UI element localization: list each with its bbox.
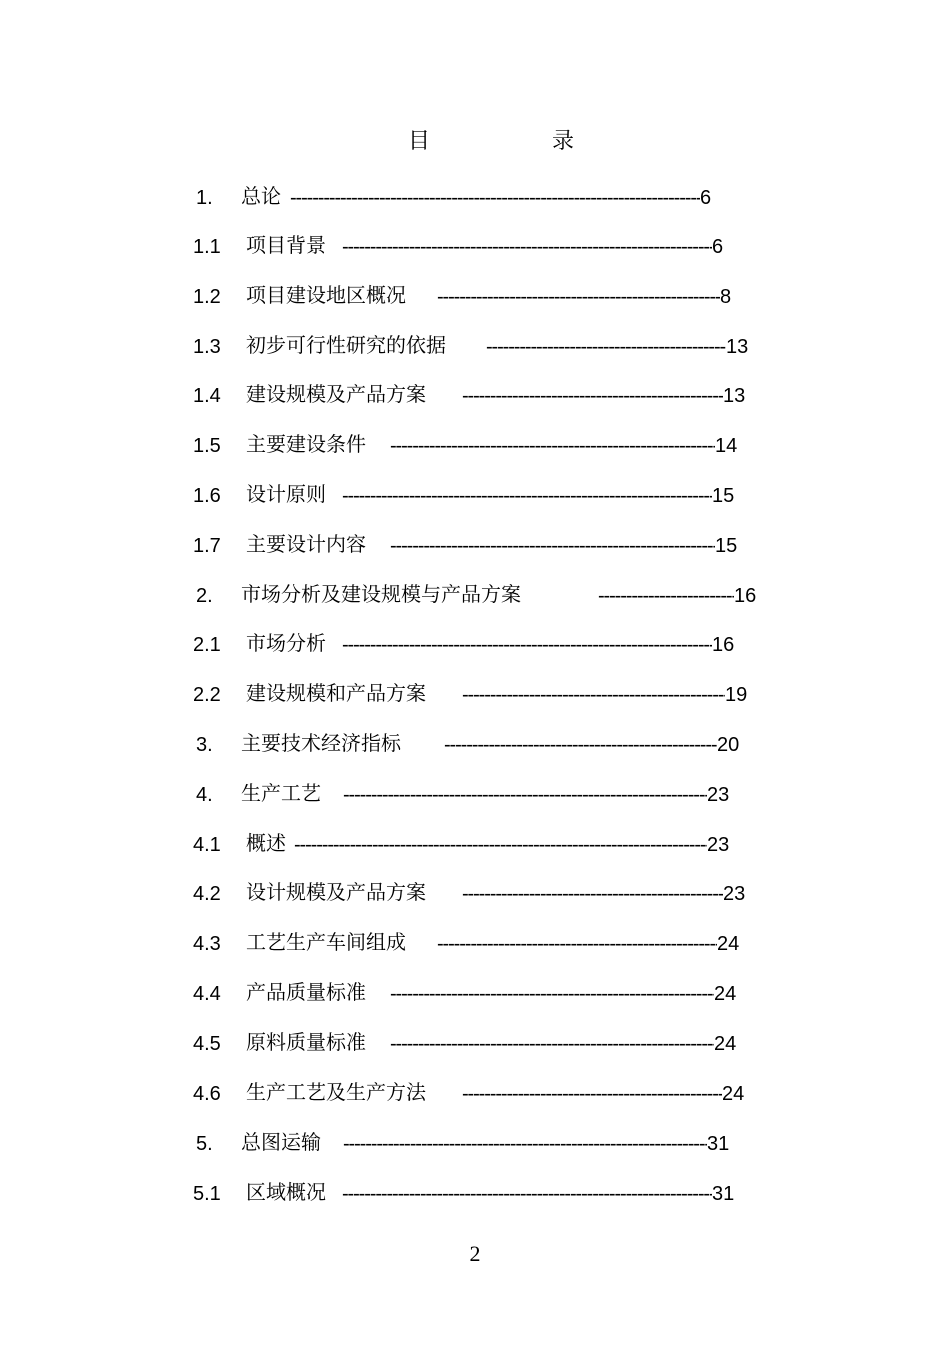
toc-entry-title: 建设规模和产品方案 — [246, 681, 426, 705]
toc-entry[interactable] — [0, 729, 950, 757]
toc-entry[interactable] — [0, 580, 950, 608]
toc-entry-leader — [437, 930, 717, 956]
toc-entry-number: 2.2 — [193, 684, 221, 706]
toc-entry-leader — [462, 880, 723, 906]
toc-entry-title: 生产工艺 — [241, 781, 321, 805]
toc-entry-page: 16 — [712, 634, 735, 656]
toc-entry-page: 23 — [707, 834, 730, 856]
toc-entry-number: 5. — [196, 1133, 213, 1155]
toc-entry[interactable] — [0, 878, 950, 906]
toc-entry[interactable] — [0, 1078, 950, 1106]
toc-entry-title: 主要建设条件 — [246, 432, 366, 456]
toc-entry-number: 4.6 — [193, 1083, 221, 1105]
toc-entry-number: 1. — [196, 187, 213, 209]
toc-entry-title: 产品质量标准 — [246, 980, 366, 1004]
toc-entry-leader — [390, 1030, 714, 1056]
toc-entry-title: 原料质量标准 — [246, 1030, 366, 1054]
toc-entry-leader — [462, 382, 723, 408]
toc-entry-page: 24 — [714, 1033, 737, 1055]
toc-entry-title: 项目背景 — [246, 233, 326, 257]
toc-entry-leader — [342, 1180, 712, 1206]
toc-entry-page: 23 — [723, 883, 746, 905]
toc-entry-page: 15 — [712, 485, 735, 507]
toc-entry[interactable] — [0, 928, 950, 956]
toc-entry-leader — [462, 1080, 722, 1106]
toc-entry-title: 生产工艺及生产方法 — [246, 1080, 426, 1104]
toc-entry-leader — [390, 432, 715, 458]
toc-entry-number: 4.5 — [193, 1033, 221, 1055]
toc-entry[interactable] — [0, 978, 950, 1006]
toc-entry-leader — [342, 631, 712, 657]
toc-entry-page: 24 — [722, 1083, 745, 1105]
toc-entry-page: 6 — [700, 187, 712, 209]
toc-entry-page: 23 — [707, 784, 730, 806]
toc-entry-number: 2.1 — [193, 634, 221, 656]
toc-entry-leader — [486, 333, 726, 359]
toc-entry-leader — [390, 980, 714, 1006]
toc-entry-page: 24 — [717, 933, 740, 955]
toc-entry[interactable] — [0, 182, 950, 210]
toc-entry-page: 14 — [715, 435, 738, 457]
toc-entry[interactable] — [0, 779, 950, 807]
toc-entry-title: 市场分析及建设规模与产品方案 — [241, 582, 521, 606]
toc-entry[interactable] — [0, 331, 950, 359]
toc-title-char-2: 录 — [552, 129, 575, 154]
toc-entry-title: 建设规模及产品方案 — [246, 382, 426, 406]
toc-entry-number: 1.1 — [193, 236, 221, 258]
toc-entry-number: 3. — [196, 734, 213, 756]
toc-entry-leader — [437, 283, 720, 309]
toc-entry-leader — [343, 781, 707, 807]
page-number: 2 — [469, 1241, 481, 1266]
toc-entry[interactable] — [0, 1128, 950, 1156]
toc-entry[interactable] — [0, 829, 950, 857]
toc-entry-title: 主要设计内容 — [246, 532, 366, 556]
toc-entry-title: 项目建设地区概况 — [246, 283, 406, 307]
toc-entry-page: 6 — [712, 236, 724, 258]
toc-entry-number: 2. — [196, 585, 213, 607]
toc-entry-title: 初步可行性研究的依据 — [246, 333, 446, 357]
toc-entry-page: 31 — [712, 1183, 735, 1205]
toc-entry-leader — [290, 184, 700, 210]
toc-entry-leader — [342, 482, 712, 508]
toc-entry[interactable] — [0, 281, 950, 309]
toc-entry[interactable] — [0, 629, 950, 657]
toc-entry-page: 16 — [734, 585, 757, 607]
toc-entry-number: 1.4 — [193, 385, 221, 407]
toc-entry-leader — [462, 681, 725, 707]
toc-entry[interactable] — [0, 679, 950, 707]
toc-entry-title: 总图运输 — [241, 1130, 321, 1154]
toc-entry-page: 24 — [714, 983, 737, 1005]
toc-entry-leader — [598, 582, 734, 608]
toc-entry[interactable] — [0, 231, 950, 259]
toc-entry-title: 概述 — [246, 831, 286, 855]
toc-entry-title: 工艺生产车间组成 — [246, 930, 406, 954]
toc-entry-number: 1.5 — [193, 435, 221, 457]
toc-title-char-1: 目 — [408, 129, 431, 154]
toc-entry-leader — [390, 532, 715, 558]
toc-entry[interactable] — [0, 430, 950, 458]
toc-entry-title: 设计规模及产品方案 — [246, 880, 426, 904]
toc-entry-leader — [342, 233, 712, 259]
toc-entry[interactable] — [0, 1028, 950, 1056]
toc-entry-leader — [444, 731, 717, 757]
toc-entry-number: 1.7 — [193, 535, 221, 557]
toc-entry-number: 1.2 — [193, 286, 221, 308]
toc-entry-number: 1.6 — [193, 485, 221, 507]
toc-entry-title: 总论 — [241, 184, 281, 208]
toc-entry-number: 5.1 — [193, 1183, 221, 1205]
toc-entry-leader — [343, 1130, 707, 1156]
toc-entry-number: 1.3 — [193, 336, 221, 358]
toc-entry-title: 主要技术经济指标 — [241, 731, 401, 755]
toc-entry[interactable] — [0, 1178, 950, 1206]
toc-entry-number: 4.3 — [193, 933, 221, 955]
toc-entry-page: 20 — [717, 734, 740, 756]
toc-entry-title: 设计原则 — [246, 482, 326, 506]
toc-entry[interactable] — [0, 530, 950, 558]
toc-entry-page: 31 — [707, 1133, 730, 1155]
toc-entry-title: 区域概况 — [246, 1180, 326, 1204]
toc-entry[interactable] — [0, 380, 950, 408]
toc-entry-page: 8 — [720, 286, 732, 308]
toc-entry-title: 市场分析 — [246, 631, 326, 655]
toc-entry[interactable] — [0, 480, 950, 508]
toc-entry-page: 13 — [723, 385, 746, 407]
toc-entry-page: 15 — [715, 535, 738, 557]
toc-entry-page: 19 — [725, 684, 748, 706]
toc-entry-number: 4.1 — [193, 834, 221, 856]
toc-entry-number: 4.4 — [193, 983, 221, 1005]
toc-entry-number: 4. — [196, 784, 213, 806]
toc-entry-page: 13 — [726, 336, 749, 358]
toc-entry-number: 4.2 — [193, 883, 221, 905]
toc-entry-leader — [294, 831, 707, 857]
